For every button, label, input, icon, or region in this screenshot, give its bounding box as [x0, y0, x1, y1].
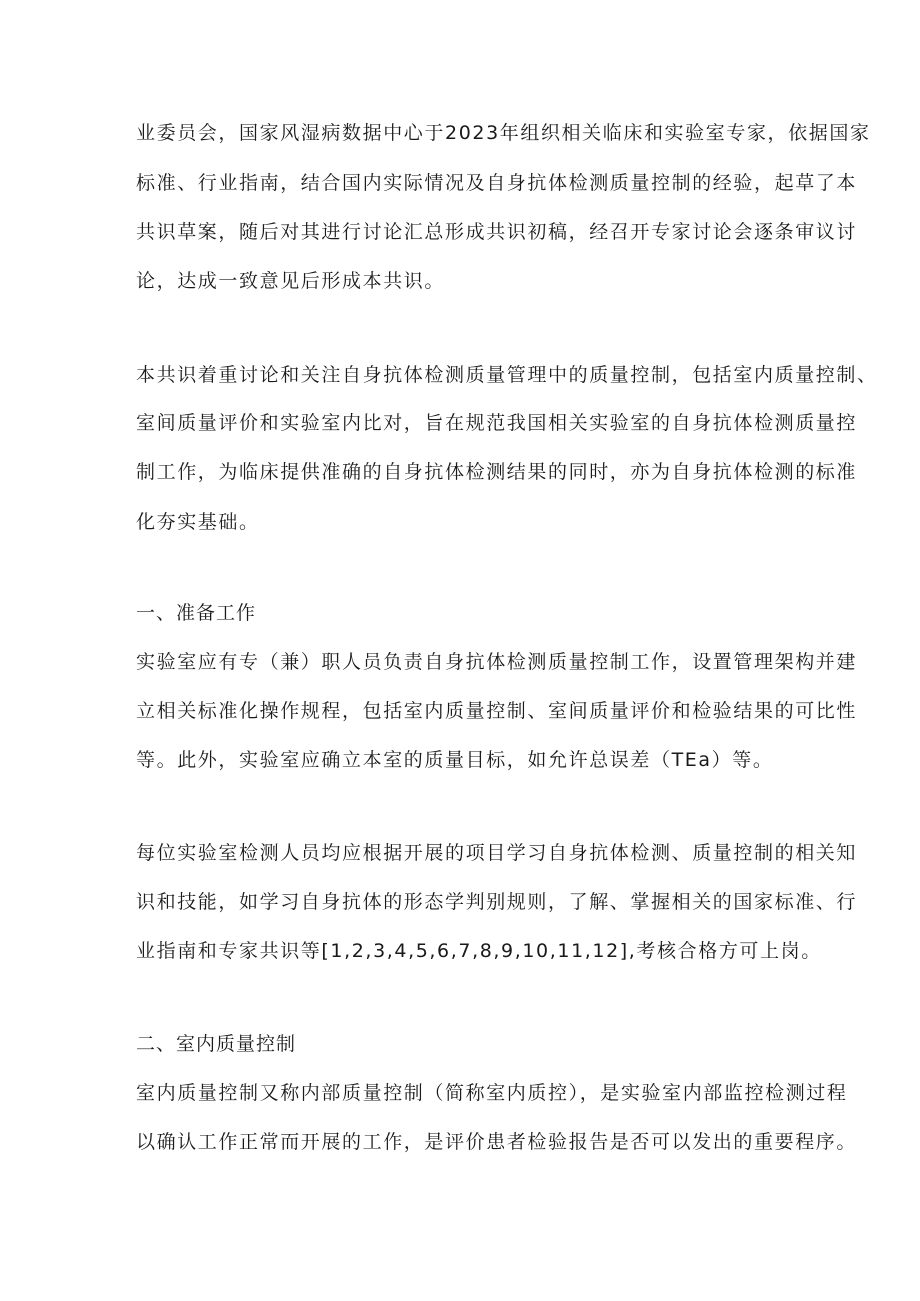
- text-line: 业指南和专家共识等[1,2,3,4,5,6,7,8,9,10,11,12],考核合格方可上岗。: [136, 940, 822, 962]
- text-line: 等。此外，实验室应确立本室的质量目标，如允许总误差（TEa）等。: [136, 749, 774, 771]
- text-line: 化夯实基础。: [136, 511, 260, 533]
- text-line: 室内质量控制又称内部质量控制（简称室内质控），是实验室内部监控检测过程: [136, 1082, 848, 1104]
- text-line: 标准、行业指南，结合国内实际情况及自身抗体检测质量控制的经验，起草了本: [136, 172, 858, 194]
- text-line: 论，达成一致意见后形成本共识。: [136, 270, 446, 292]
- section-heading-preparation: 一、准备工作: [136, 602, 257, 624]
- text-line: 识和技能，如学习自身抗体的形态学判别规则，了解、掌握相关的国家标准、行: [136, 891, 858, 913]
- text-line: 本共识着重讨论和关注自身抗体检测质量管理中的质量控制，包括室内质量控制、: [136, 364, 878, 386]
- text-line: 立相关标准化操作规程，包括室内质量控制、室间质量评价和检验结果的可比性: [136, 700, 858, 722]
- text-line: 实验室应有专（兼）职人员负责自身抗体检测质量控制工作，设置管理架构并建: [136, 651, 858, 673]
- text-line: 每位实验室检测人员均应根据开展的项目学习自身抗体检测、质量控制的相关知: [136, 842, 858, 864]
- section-heading-internal-qc: 二、室内质量控制: [136, 1033, 297, 1055]
- text-line: 制工作，为临床提供准确的自身抗体检测结果的同时，亦为自身抗体检测的标准: [136, 461, 858, 483]
- text-line: 共识草案，随后对其进行讨论汇总形成共识初稿，经召开专家讨论会逐条审议讨: [136, 221, 858, 243]
- text-line: 室间质量评价和实验室内比对，旨在规范我国相关实验室的自身抗体检测质量控: [136, 412, 858, 434]
- text-line: 业委员会，国家风湿病数据中心于2023年组织相关临床和实验室专家，依据国家: [136, 122, 871, 144]
- text-line: 以确认工作正常而开展的工作，是评价患者检验报告是否可以发出的重要程序。: [136, 1131, 858, 1153]
